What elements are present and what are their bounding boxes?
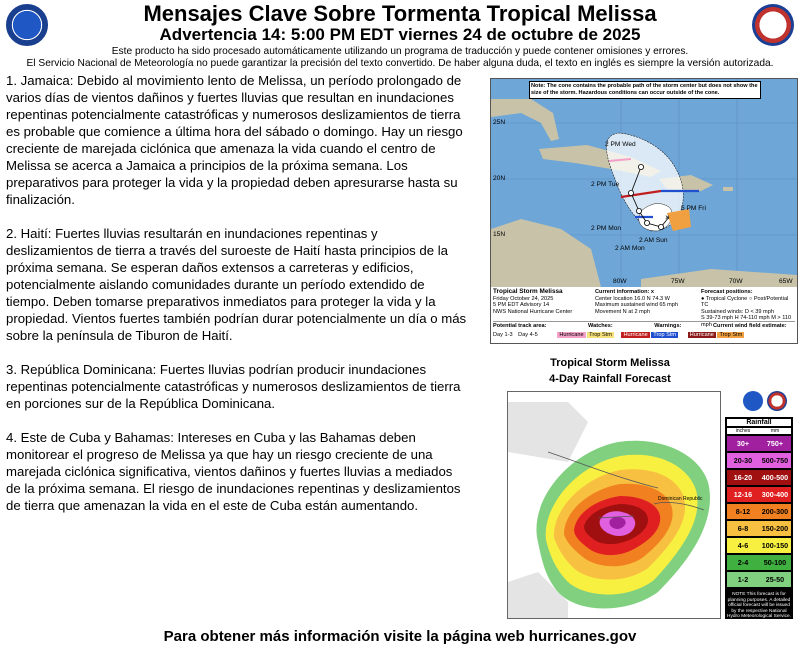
message-jamaica: 1. Jamaica: Debido al movimiento lento de Melissa, un período prolongado de varios días de vientos dañinos y fuertes lluvias que resultan en inundaciones repentinas potencialmente catastróficas y numerosos deslizamientos de tierra es probable que comience a última hora del sábado o domingo. Hay un riesgo creciente de marejada ciclónica que amenaza la vida cuando el centro de Melissa se acerca a Jamaica a principios de la próxima semana. Los preparativos para proteger la vida y la propiedad deben apresurarse hasta su finalización. [6,73,463,207]
legend-tropical-cyclone: Tropical Cyclone [705,295,748,302]
legend-wind-field: Current wind field estimate: [712,323,787,329]
message-cuba-bahamas: 4. Este de Cuba y Bahamas: Intereses en Cuba y las Bahamas deben monitorear el progreso de Melissa ya que hay un riesgo creciente de una marejada ciclónica significativa, vientos dañinos y fuertes lluvias a mediados de la próxima semana. El riesgo de inundaciones repentinas y deslizamientos de tierra que amenazan la vida en el este de Cuba están aumentando. [6,430,461,513]
legend-track-area: Potential track area: [493,323,547,329]
legend-mm: 25-50 [765,575,785,584]
legend-warnings: Warnings: [654,323,682,329]
legend-row [727,538,791,553]
rainfall-forecast-panel [507,355,797,621]
legend-center: NWS National Hurricane Center [493,308,573,315]
point-label-2am-sun: 2 AM Sun [639,237,668,244]
legend-current-location: Center location 16.0 N 74.3 W [595,295,670,302]
legend-mm: 300-400 [761,490,789,499]
legend-mm: 200-300 [761,507,789,516]
rainfall-map-graphic [508,392,721,619]
point-label-2am-mon: 2 AM Mon [615,245,645,252]
page-title: Mensajes Clave Sobre Tormenta Tropical Melissa [143,1,657,26]
legend-inches: 16-20 [733,473,753,482]
legend-unit-inches: inches [735,428,751,434]
lon-label-75w: 75W [671,278,685,285]
rain-map-title: Tropical Storm Melissa [550,357,670,369]
track-map-area [491,79,797,287]
legend-sustained: Sustained winds: [701,308,744,315]
legend-wind-hurricane: Hurricane [689,331,714,338]
legend-wind-trop: Trop Stm [719,331,743,338]
legend-mm: 150-200 [761,524,789,533]
lat-label-15n: 15N [493,231,506,238]
legend-mm: 750+ [766,439,784,448]
legend-row [727,470,791,485]
legend-mm: 500-750 [761,456,789,465]
legend-row [727,555,791,570]
legend-day45: Day 4-5 [518,331,538,338]
legend-row [727,572,791,587]
legend-d: D < 39 mph [744,308,774,315]
rain-map-subtitle: 4-Day Rainfall Forecast [549,373,671,385]
message-haiti: 2. Haití: Fuertes lluvias resultarán en inundaciones repentinas y deslizamientos de tierra a través del suroeste de Haití hasta principios de la próxima semana. Se esperan daños extensos a carreteras y edificios, potencialmente aislando comunidades durante un período extendido de tiempo. Deben tomarse preparativos inmediatos para proteger la vida y la propiedad. Vientos fuertes también podrían durar potencialmente un día o más sobre la península de Tiburon de Haití. [6,226,467,343]
lon-label-70w: 70W [729,278,743,285]
legend-rows [727,436,791,587]
legend-inches: 12-16 [733,490,753,499]
lon-label-65w: 65W [779,278,793,285]
legend-day13: Day 1-3 [493,331,513,338]
disclaimer-line-2: El Servicio Nacional de Meteorología no puede garantizar la precisión del texto convertido. De haber alguna duda, el texto en inglés es siempre la versión autorizada. [26,58,774,69]
legend-unit-mm: mm [770,428,780,434]
legend-hurricane-watch: Hurricane [559,331,584,338]
legend-mm: 400-500 [761,473,789,482]
track-cone-map [490,78,798,344]
legend-trop-warning: Trop Stm [653,331,677,338]
lon-label-80w: 80W [613,278,627,285]
legend-hurricane-warning: Hurricane [623,331,648,338]
legend-row [727,436,791,451]
key-messages [6,72,468,531]
legend-watches: Watches: [588,323,613,329]
legend-mm: 100-150 [761,541,789,550]
legend-s: S 39-73 mph [701,315,734,322]
central-america-landmass [491,219,601,287]
nws-small-logo [767,391,787,411]
disclaimer-line-1: Este producto ha sido procesado automáticamente utilizando un programa de traducción y puede contener omisiones y errores. [111,46,689,57]
rainfall-map [507,391,721,619]
advisory-subtitle: Advertencia 14: 5:00 PM EDT viernes 24 de octubre de 2025 [159,25,641,44]
lat-label-20n: 20N [493,175,506,182]
footer-link-text: Para obtener más información visite la página web hurricanes.gov [163,628,637,645]
tropical-cyclone-icon: ● [701,295,705,302]
track-map-legend [491,287,797,345]
legend-inches: 30+ [736,439,750,448]
post-tc-icon: ○ [748,295,753,302]
legend-rainfall-title: Rainfall [727,419,791,426]
legend-m: M > 110 mph [701,315,792,328]
legend-mm: 50-100 [763,558,787,567]
legend-date: Friday October 24, 2025 [493,295,554,302]
legend-post-tc: Post/Potential TC [701,295,789,309]
map-note: Note: The cone contains the probable path of the storm center but does not show the size of the storm. Hazardous conditions can occur outside of the cone. [529,81,761,99]
legend-advisory: 5 PM EDT Advisory 14 [493,302,550,309]
legend-h: H 74-110 mph [734,315,770,322]
legend-row [727,504,791,519]
legend-current-wind: Maximum sustained wind 65 mph [595,302,679,309]
legend-inches: 6-8 [737,524,749,533]
legend-inches: 2-4 [737,558,749,567]
track-map-graphic [491,79,797,287]
legend-storm-title: Tropical Storm Melissa [493,288,563,295]
lat-label-25n: 25N [493,119,506,126]
south-america-landmass [641,269,797,287]
legend-current-title: Current information: x [595,289,655,295]
point-label-mon: 2 PM Mon [591,225,622,232]
label-dominican-republic: Dominican Republic [658,496,703,502]
legend-row [727,487,791,502]
point-label-wed: 2 PM Wed [605,141,636,148]
legend-forecast-title: Forecast positions: [701,289,753,295]
legend-row [727,521,791,536]
legend-trop-watch: Trop Stm [589,331,612,338]
legend-inches: 20-30 [733,456,753,465]
point-label-fri: 5 PM Fri [681,205,706,212]
legend-inches: 4-6 [737,541,749,550]
legend-inches: 1-2 [737,575,749,584]
legend-inches: 8-12 [735,507,751,516]
noaa-small-logo [743,391,763,411]
rainfall-legend [725,417,793,591]
svg-text:×: × [665,213,670,222]
message-dominican-republic: 3. República Dominicana: Fuertes lluvias podrían producir inundaciones repentinas potencialmente catastróficas y numerosos deslizamientos de tierra en porciones sur de la República Dominicana. [6,362,461,411]
legend-row [727,453,791,468]
point-label-tue: 2 PM Tue [591,181,620,188]
rainfall-note: NOTE This forecast is for planning purposes. A detailed official forecast will be issued by the respective National Hydro Meteorological Service. [727,592,791,620]
legend-current-movement: Movement N at 2 mph [595,308,651,315]
